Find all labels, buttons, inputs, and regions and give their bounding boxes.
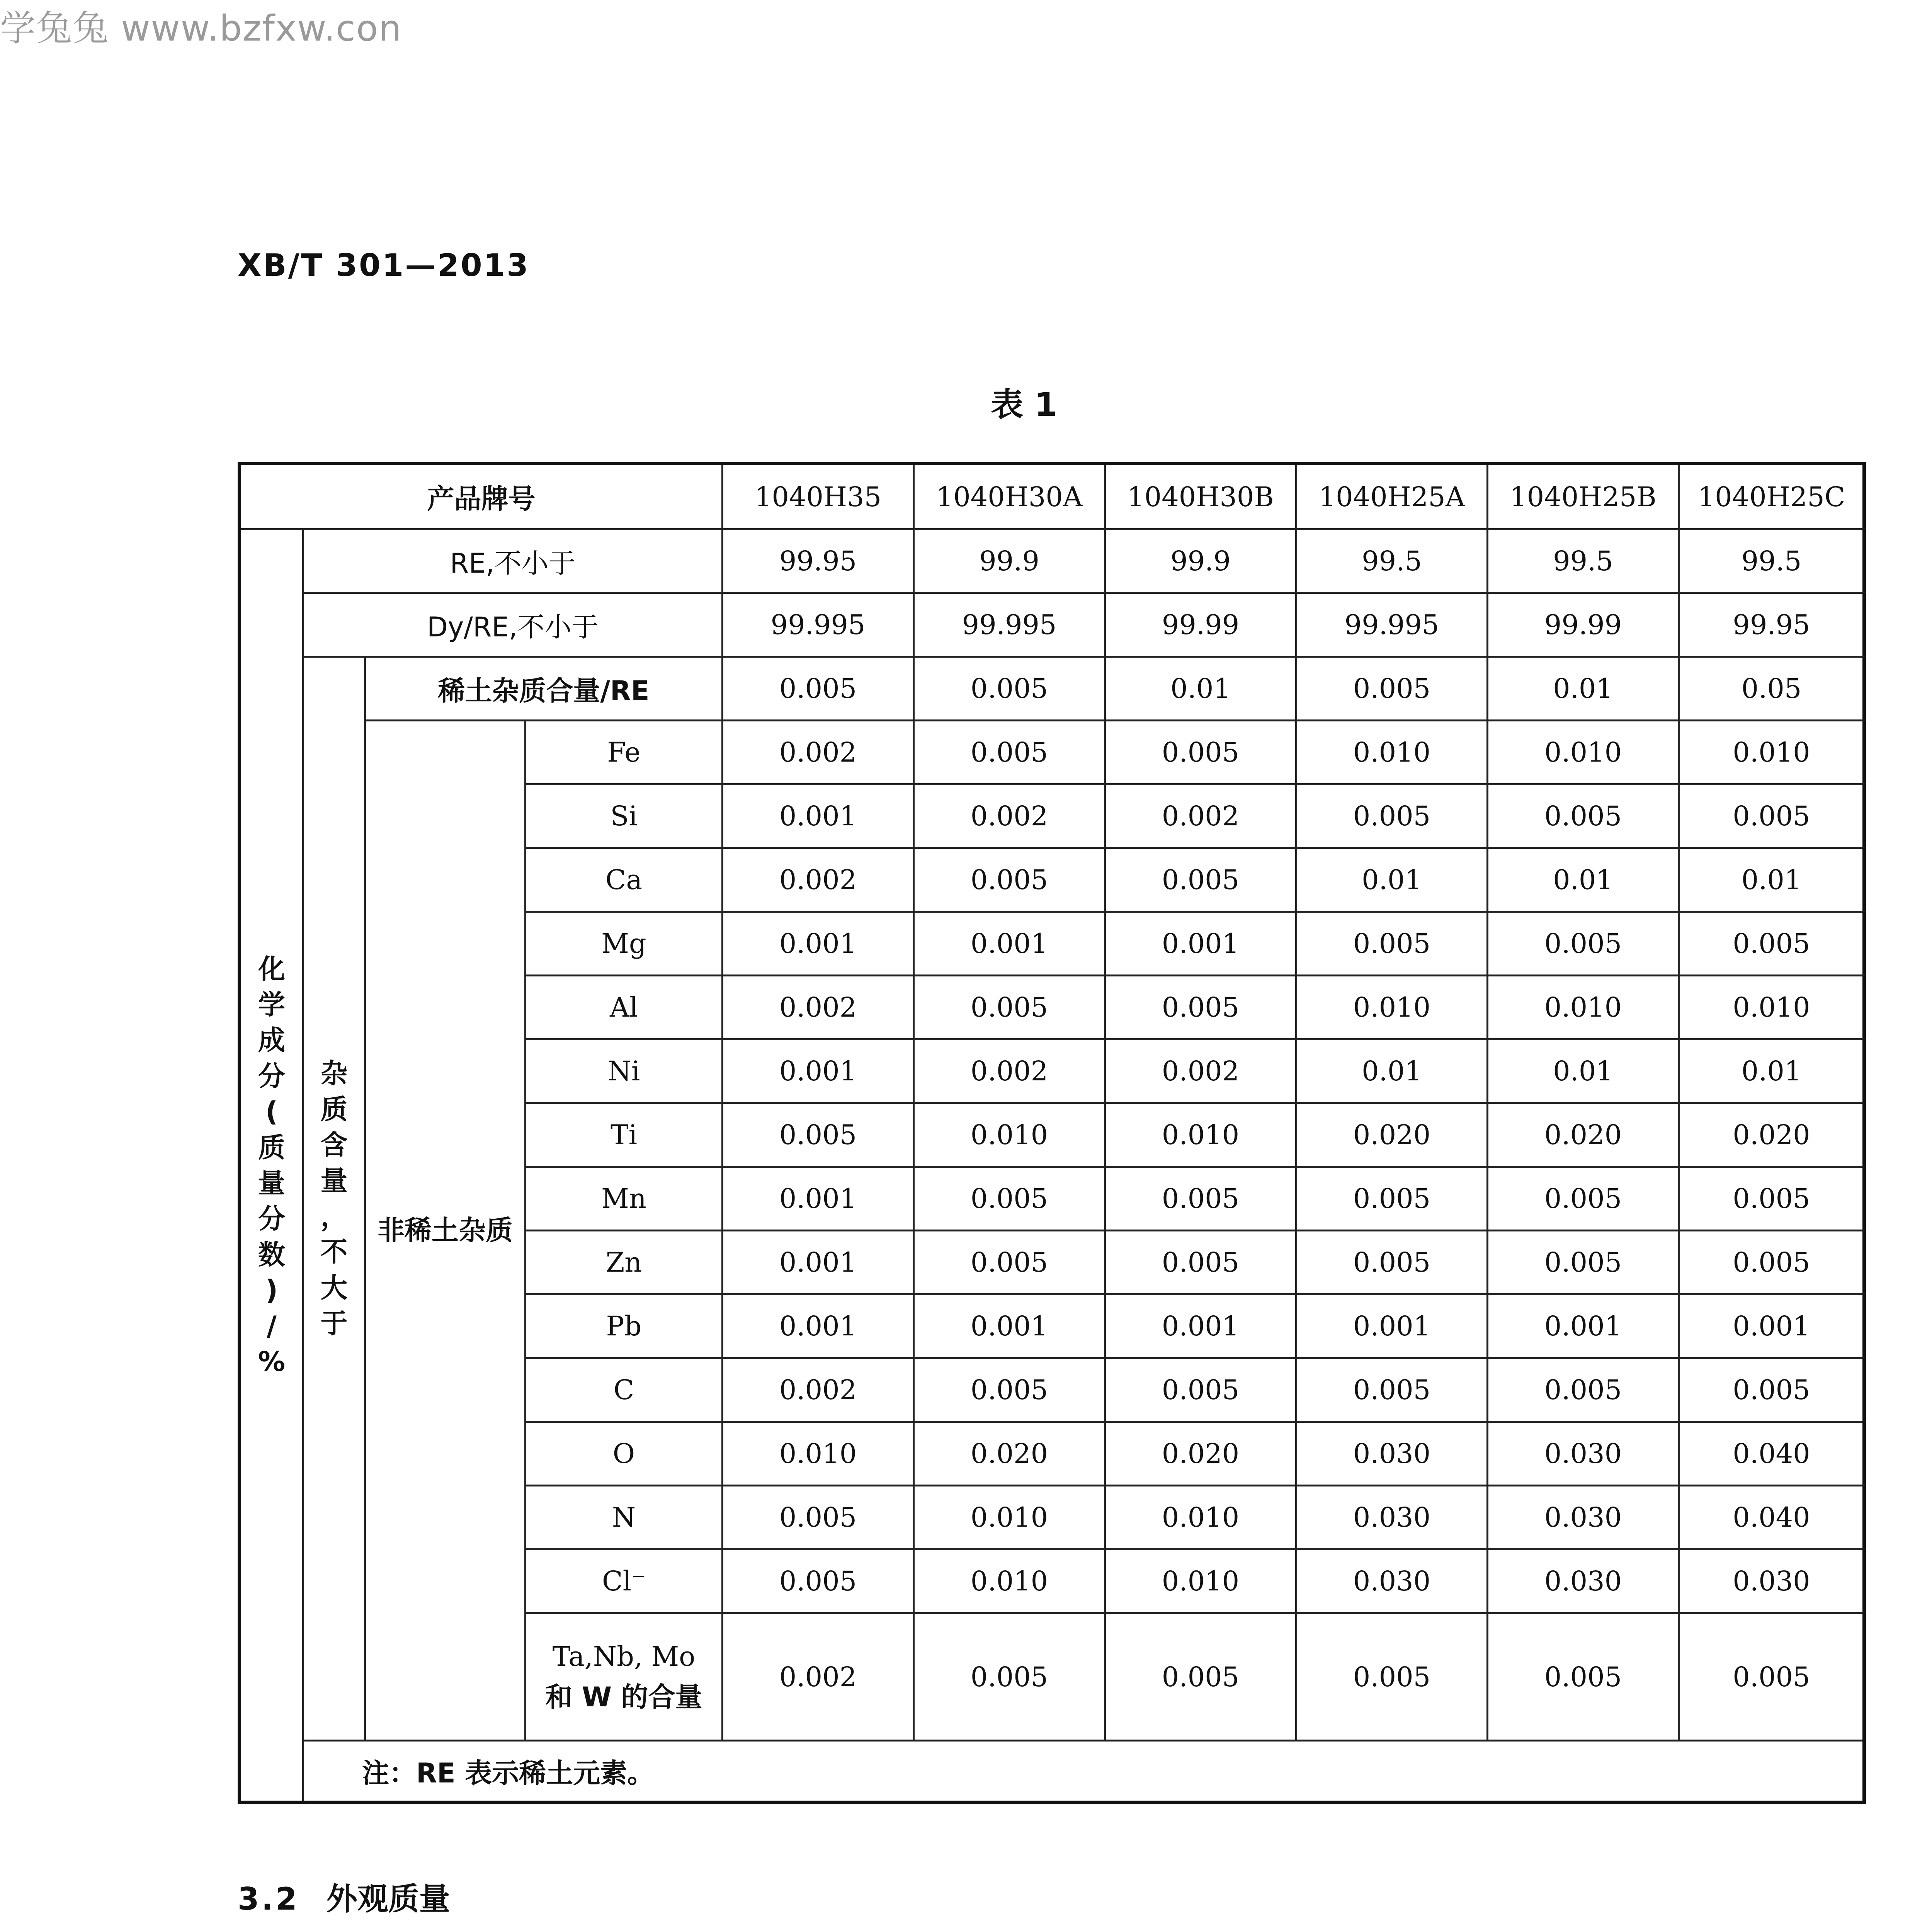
value-cell: 0.005 [1296, 1358, 1488, 1422]
value-cell: 0.002 [723, 1613, 914, 1741]
value-cell: 0.005 [1488, 1358, 1679, 1422]
value-cell: 0.001 [1679, 1294, 1864, 1358]
element-label: Ti [526, 1103, 723, 1167]
value-cell: 0.005 [914, 721, 1105, 784]
value-cell: 0.030 [1488, 1486, 1679, 1549]
value-cell: 0.005 [1679, 1231, 1864, 1294]
value-cell: 0.001 [1296, 1294, 1488, 1358]
value-cell: 0.005 [1105, 1358, 1296, 1422]
value-cell: 0.010 [1679, 721, 1864, 784]
value-cell: 0.005 [1105, 721, 1296, 784]
value-cell: 0.005 [1296, 912, 1488, 976]
vertical-char: 化 [258, 953, 285, 985]
element-label: Al [526, 976, 723, 1039]
element-label: Mn [526, 1167, 723, 1231]
vertical-char: % [258, 1345, 286, 1378]
value-cell: 0.030 [1488, 1422, 1679, 1486]
value-cell: 0.010 [1105, 1549, 1296, 1613]
value-cell: 0.001 [723, 912, 914, 976]
value-cell: 0.005 [914, 1231, 1105, 1294]
value-cell: 0.002 [914, 784, 1105, 848]
value-cell: 0.005 [723, 1103, 914, 1167]
row-label: RE,不小于 [303, 529, 723, 593]
value-cell: 0.001 [723, 1039, 914, 1103]
element-label: Mg [526, 912, 723, 976]
value-cell: 0.01 [1679, 1039, 1864, 1103]
value-cell: 0.01 [1296, 1039, 1488, 1103]
table-row [240, 529, 1864, 593]
table-note: 注：RE 表示稀土元素。 [303, 1741, 1864, 1803]
value-cell: 99.5 [1296, 529, 1488, 593]
value-cell: 99.9 [914, 529, 1105, 593]
grade-cell: 1040H35 [723, 464, 914, 529]
value-cell: 99.5 [1488, 529, 1679, 593]
value-cell: 0.010 [723, 1422, 914, 1486]
value-cell: 0.001 [1105, 912, 1296, 976]
row-label-line: Ta,Nb, Mo [552, 1640, 696, 1672]
value-cell: 0.005 [1105, 1167, 1296, 1231]
value-cell: 0.010 [1488, 976, 1679, 1039]
vertical-char: 于 [320, 1308, 348, 1340]
row-label [526, 1613, 723, 1741]
value-cell: 0.005 [914, 657, 1105, 721]
vertical-char: 学 [258, 989, 285, 1021]
value-cell: 0.020 [1488, 1103, 1679, 1167]
value-cell: 0.002 [723, 848, 914, 912]
row-label: 稀土杂质合量/RE [365, 657, 723, 721]
vertical-char: 不 [320, 1236, 348, 1268]
value-cell: 0.005 [914, 848, 1105, 912]
value-cell: 0.005 [723, 1549, 914, 1613]
table-row [240, 657, 1864, 721]
vertical-char: 杂 [320, 1058, 348, 1090]
value-cell: 0.030 [1296, 1549, 1488, 1613]
value-cell: 0.005 [723, 657, 914, 721]
value-cell: 0.030 [1296, 1486, 1488, 1549]
section-number: 3.2 [238, 1881, 299, 1917]
vertical-char: 成 [258, 1024, 285, 1056]
value-cell: 0.001 [723, 784, 914, 848]
value-cell: 0.001 [723, 1231, 914, 1294]
element-label: Pb [526, 1294, 723, 1358]
value-cell: 0.005 [1296, 1231, 1488, 1294]
grade-cell: 1040H25C [1679, 464, 1864, 529]
value-cell: 0.01 [1105, 657, 1296, 721]
value-cell: 0.005 [1679, 1167, 1864, 1231]
value-cell: 99.99 [1488, 593, 1679, 657]
table-title: 表 1 [991, 386, 1057, 423]
vertical-char: 分 [258, 1060, 285, 1092]
value-cell: 0.001 [723, 1294, 914, 1358]
value-cell: 0.002 [723, 1358, 914, 1422]
spec-table [238, 462, 1866, 1804]
value-cell: 99.9 [1105, 529, 1296, 593]
vertical-char: 质 [258, 1131, 285, 1163]
value-cell: 0.010 [914, 1549, 1105, 1613]
value-cell: 0.001 [1105, 1294, 1296, 1358]
value-cell: 0.010 [1296, 976, 1488, 1039]
value-cell: 0.001 [914, 912, 1105, 976]
table-row [240, 593, 1864, 657]
value-cell: 0.040 [1679, 1422, 1864, 1486]
note-row [240, 1741, 1864, 1803]
value-cell: 0.005 [1296, 657, 1488, 721]
value-cell: 99.5 [1679, 529, 1864, 593]
table-row [240, 721, 1864, 784]
vertical-char: ( [265, 1096, 278, 1128]
element-label: Ni [526, 1039, 723, 1103]
element-label: Si [526, 784, 723, 848]
value-cell: 0.005 [1296, 1613, 1488, 1741]
value-cell: 0.005 [1105, 848, 1296, 912]
value-cell: 0.030 [1488, 1549, 1679, 1613]
value-cell: 0.005 [914, 1358, 1105, 1422]
vertical-char: 数 [258, 1238, 285, 1270]
value-cell: 0.020 [1105, 1422, 1296, 1486]
value-cell: 0.005 [1679, 912, 1864, 976]
value-cell: 0.010 [1296, 721, 1488, 784]
non-rare-earth-impurity-label: 非稀土杂质 [365, 721, 526, 1741]
value-cell: 0.020 [1296, 1103, 1488, 1167]
element-label: O [526, 1422, 723, 1486]
header-row [240, 464, 1864, 529]
value-cell: 0.01 [1679, 848, 1864, 912]
value-cell: 0.05 [1679, 657, 1864, 721]
grade-header-label: 产品牌号 [240, 464, 723, 529]
element-label: Ca [526, 848, 723, 912]
value-cell: 0.002 [914, 1039, 1105, 1103]
vertical-char: 量 [320, 1165, 348, 1197]
value-cell: 0.005 [1488, 1231, 1679, 1294]
grade-cell: 1040H30B [1105, 464, 1296, 529]
value-cell: 0.01 [1488, 848, 1679, 912]
section-3-2-heading [238, 1874, 450, 1918]
value-cell: 0.020 [1679, 1103, 1864, 1167]
value-cell: 99.995 [1296, 593, 1488, 657]
vertical-char: ) [265, 1274, 278, 1306]
value-cell: 0.002 [723, 976, 914, 1039]
vertical-char: 质 [320, 1093, 348, 1125]
value-cell: 0.005 [914, 976, 1105, 1039]
value-cell: 0.01 [1488, 1039, 1679, 1103]
value-cell: 99.95 [1679, 593, 1864, 657]
value-cell: 0.005 [723, 1486, 914, 1549]
value-cell: 0.010 [1679, 976, 1864, 1039]
value-cell: 0.005 [1679, 784, 1864, 848]
value-cell: 99.995 [723, 593, 914, 657]
document-number: XB/T 301—2013 [238, 247, 530, 283]
row-label-line: 和 W 的合量 [545, 1681, 702, 1713]
value-cell: 99.995 [914, 593, 1105, 657]
value-cell: 0.030 [1296, 1422, 1488, 1486]
value-cell: 0.005 [1679, 1358, 1864, 1422]
value-cell: 0.001 [914, 1294, 1105, 1358]
value-cell: 0.002 [1105, 1039, 1296, 1103]
value-cell: 0.010 [1105, 1486, 1296, 1549]
value-cell: 0.010 [1105, 1103, 1296, 1167]
vertical-char: 含 [320, 1129, 348, 1161]
value-cell: 0.010 [914, 1486, 1105, 1549]
grade-cell: 1040H25A [1296, 464, 1488, 529]
element-label: Cl⁻ [526, 1549, 723, 1613]
vertical-char: 量 [258, 1167, 285, 1199]
row-label: Dy/RE,不小于 [303, 593, 723, 657]
value-cell: 0.005 [1488, 1613, 1679, 1741]
value-cell: 0.005 [1105, 1613, 1296, 1741]
vertical-char: 大 [320, 1272, 348, 1304]
chemical-composition-label [240, 529, 303, 1803]
value-cell: 0.001 [723, 1167, 914, 1231]
vertical-char: 分 [258, 1203, 285, 1235]
section-title: 外观质量 [326, 1881, 450, 1917]
impurity-content-label [303, 657, 365, 1741]
value-cell: 0.002 [1105, 784, 1296, 848]
vertical-char: / [267, 1310, 277, 1342]
element-label: N [526, 1486, 723, 1549]
value-cell: 0.01 [1488, 657, 1679, 721]
value-cell: 0.030 [1679, 1549, 1864, 1613]
element-label: C [526, 1358, 723, 1422]
value-cell: 0.005 [1488, 784, 1679, 848]
value-cell: 99.99 [1105, 593, 1296, 657]
vertical-char: ， [320, 1201, 348, 1232]
value-cell: 0.001 [1488, 1294, 1679, 1358]
value-cell: 0.005 [1105, 976, 1296, 1039]
value-cell: 0.01 [1296, 848, 1488, 912]
value-cell: 0.005 [1296, 784, 1488, 848]
value-cell: 0.020 [914, 1422, 1105, 1486]
value-cell: 0.005 [1679, 1613, 1864, 1741]
element-label: Fe [526, 721, 723, 784]
value-cell: 0.005 [1488, 1167, 1679, 1231]
value-cell: 0.002 [723, 721, 914, 784]
value-cell: 0.005 [1488, 912, 1679, 976]
value-cell: 99.95 [723, 529, 914, 593]
grade-cell: 1040H25B [1488, 464, 1679, 529]
grade-cell: 1040H30A [914, 464, 1105, 529]
value-cell: 0.040 [1679, 1486, 1864, 1549]
value-cell: 0.005 [1105, 1231, 1296, 1294]
value-cell: 0.005 [914, 1613, 1105, 1741]
value-cell: 0.010 [914, 1103, 1105, 1167]
value-cell: 0.010 [1488, 721, 1679, 784]
value-cell: 0.005 [1296, 1167, 1488, 1231]
element-label: Zn [526, 1231, 723, 1294]
value-cell: 0.005 [914, 1167, 1105, 1231]
watermark: 学兔兔 www.bzfxw.con [0, 8, 402, 49]
